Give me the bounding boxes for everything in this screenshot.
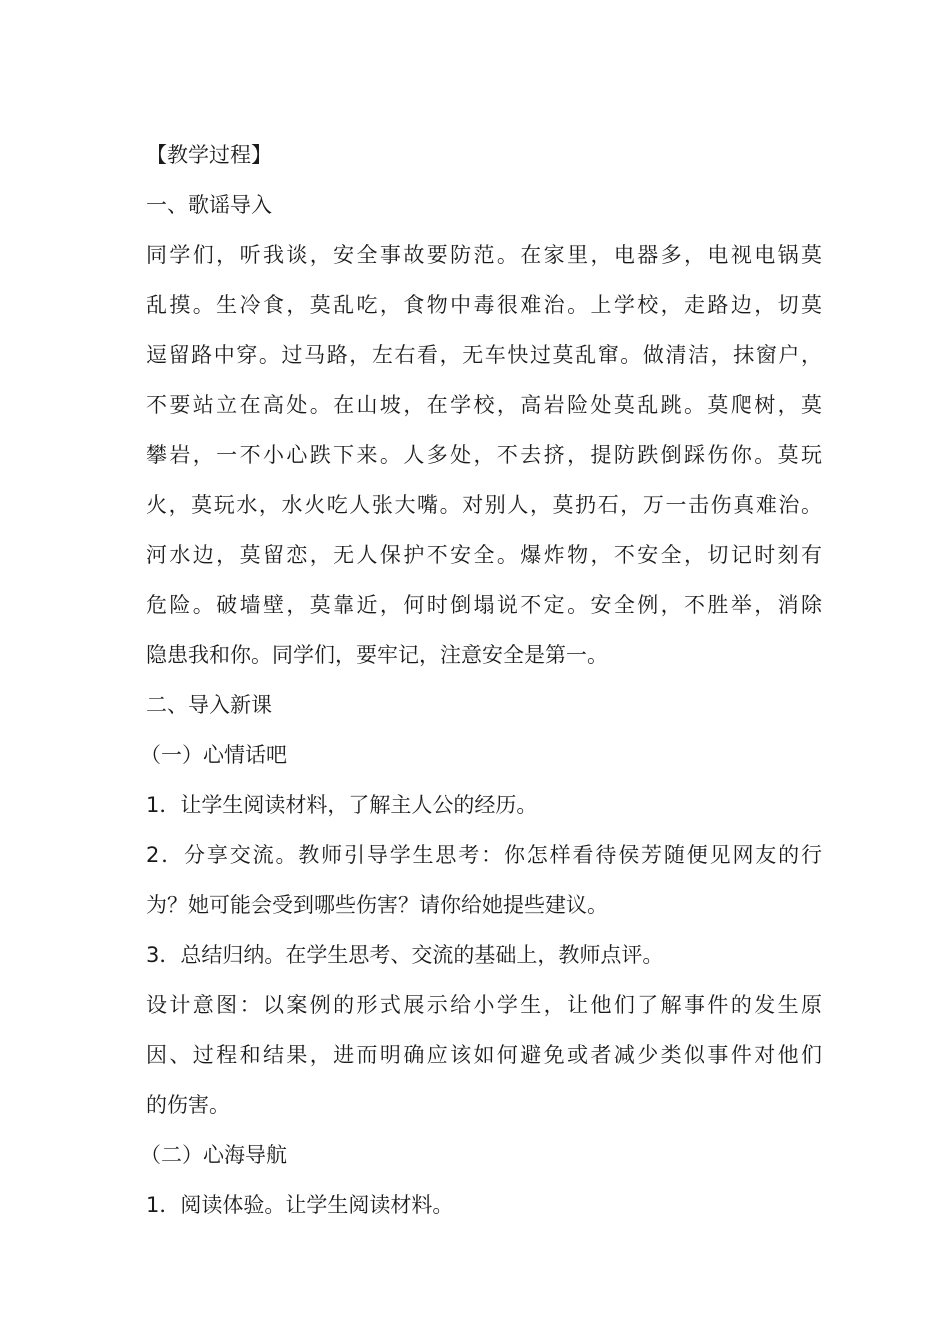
paragraph-line: 逗留路中穿。过马路，左右看，无车快过莫乱窜。做清洁，抹窗户， — [146, 343, 822, 367]
paragraph-line: 不要站立在高处。在山坡，在学校，高岩险处莫乱跳。莫爬树，莫 — [146, 393, 822, 417]
section-heading: 【教学过程】 — [146, 143, 272, 167]
paragraph-line: 因、过程和结果，进而明确应该如何避免或者减少类似事件对他们 — [146, 1043, 822, 1067]
section1-title: 一、歌谣导入 — [146, 193, 272, 217]
paragraph-line: 攀岩，一不小心跌下来。人多处，不去挤，提防跌倒踩伤你。莫玩 — [146, 443, 822, 467]
list-item: 1．让学生阅读材料，了解主人公的经历。 — [146, 793, 538, 817]
list-item: 3．总结归纳。在学生思考、交流的基础上，教师点评。 — [146, 943, 664, 967]
subsection2-title: （二）心海导航 — [140, 1143, 287, 1167]
subsection1-title: （一）心情话吧 — [140, 743, 287, 767]
paragraph-line: 隐患我和你。同学们，要牢记，注意安全是第一。 — [146, 643, 608, 667]
paragraph-line: 危险。破墙壁，莫靠近，何时倒塌说不定。安全例，不胜举，消除 — [146, 593, 822, 617]
list-item — [146, 835, 822, 935]
paragraph-line: 火，莫玩水，水火吃人张大嘴。对别人，莫扔石，万一击伤真难治。 — [146, 493, 822, 517]
paragraph-line: 设计意图：以案例的形式展示给小学生，让他们了解事件的发生原 — [146, 993, 822, 1017]
paragraph-line: 同学们，听我谈，安全事故要防范。在家里，电器多，电视电锅莫 — [146, 243, 822, 267]
paragraph-line: 为？她可能会受到哪些伤害？请你给她提些建议。 — [146, 893, 608, 917]
section2-title: 二、导入新课 — [146, 693, 272, 717]
paragraph-line: 2．分享交流。教师引导学生思考：你怎样看待侯芳随便见网友的行 — [146, 843, 822, 867]
ballad-paragraph — [146, 235, 822, 685]
paragraph-line: 河水边，莫留恋，无人保护不安全。爆炸物，不安全，切记时刻有 — [146, 543, 822, 567]
paragraph-line: 乱摸。生冷食，莫乱吃，食物中毒很难治。上学校，走路边，切莫 — [146, 293, 822, 317]
list-item: 1．阅读体验。让学生阅读材料。 — [146, 1193, 454, 1217]
paragraph-line: 的伤害。 — [146, 1093, 230, 1117]
design-intent-paragraph — [146, 985, 822, 1135]
document-body — [140, 135, 822, 1235]
